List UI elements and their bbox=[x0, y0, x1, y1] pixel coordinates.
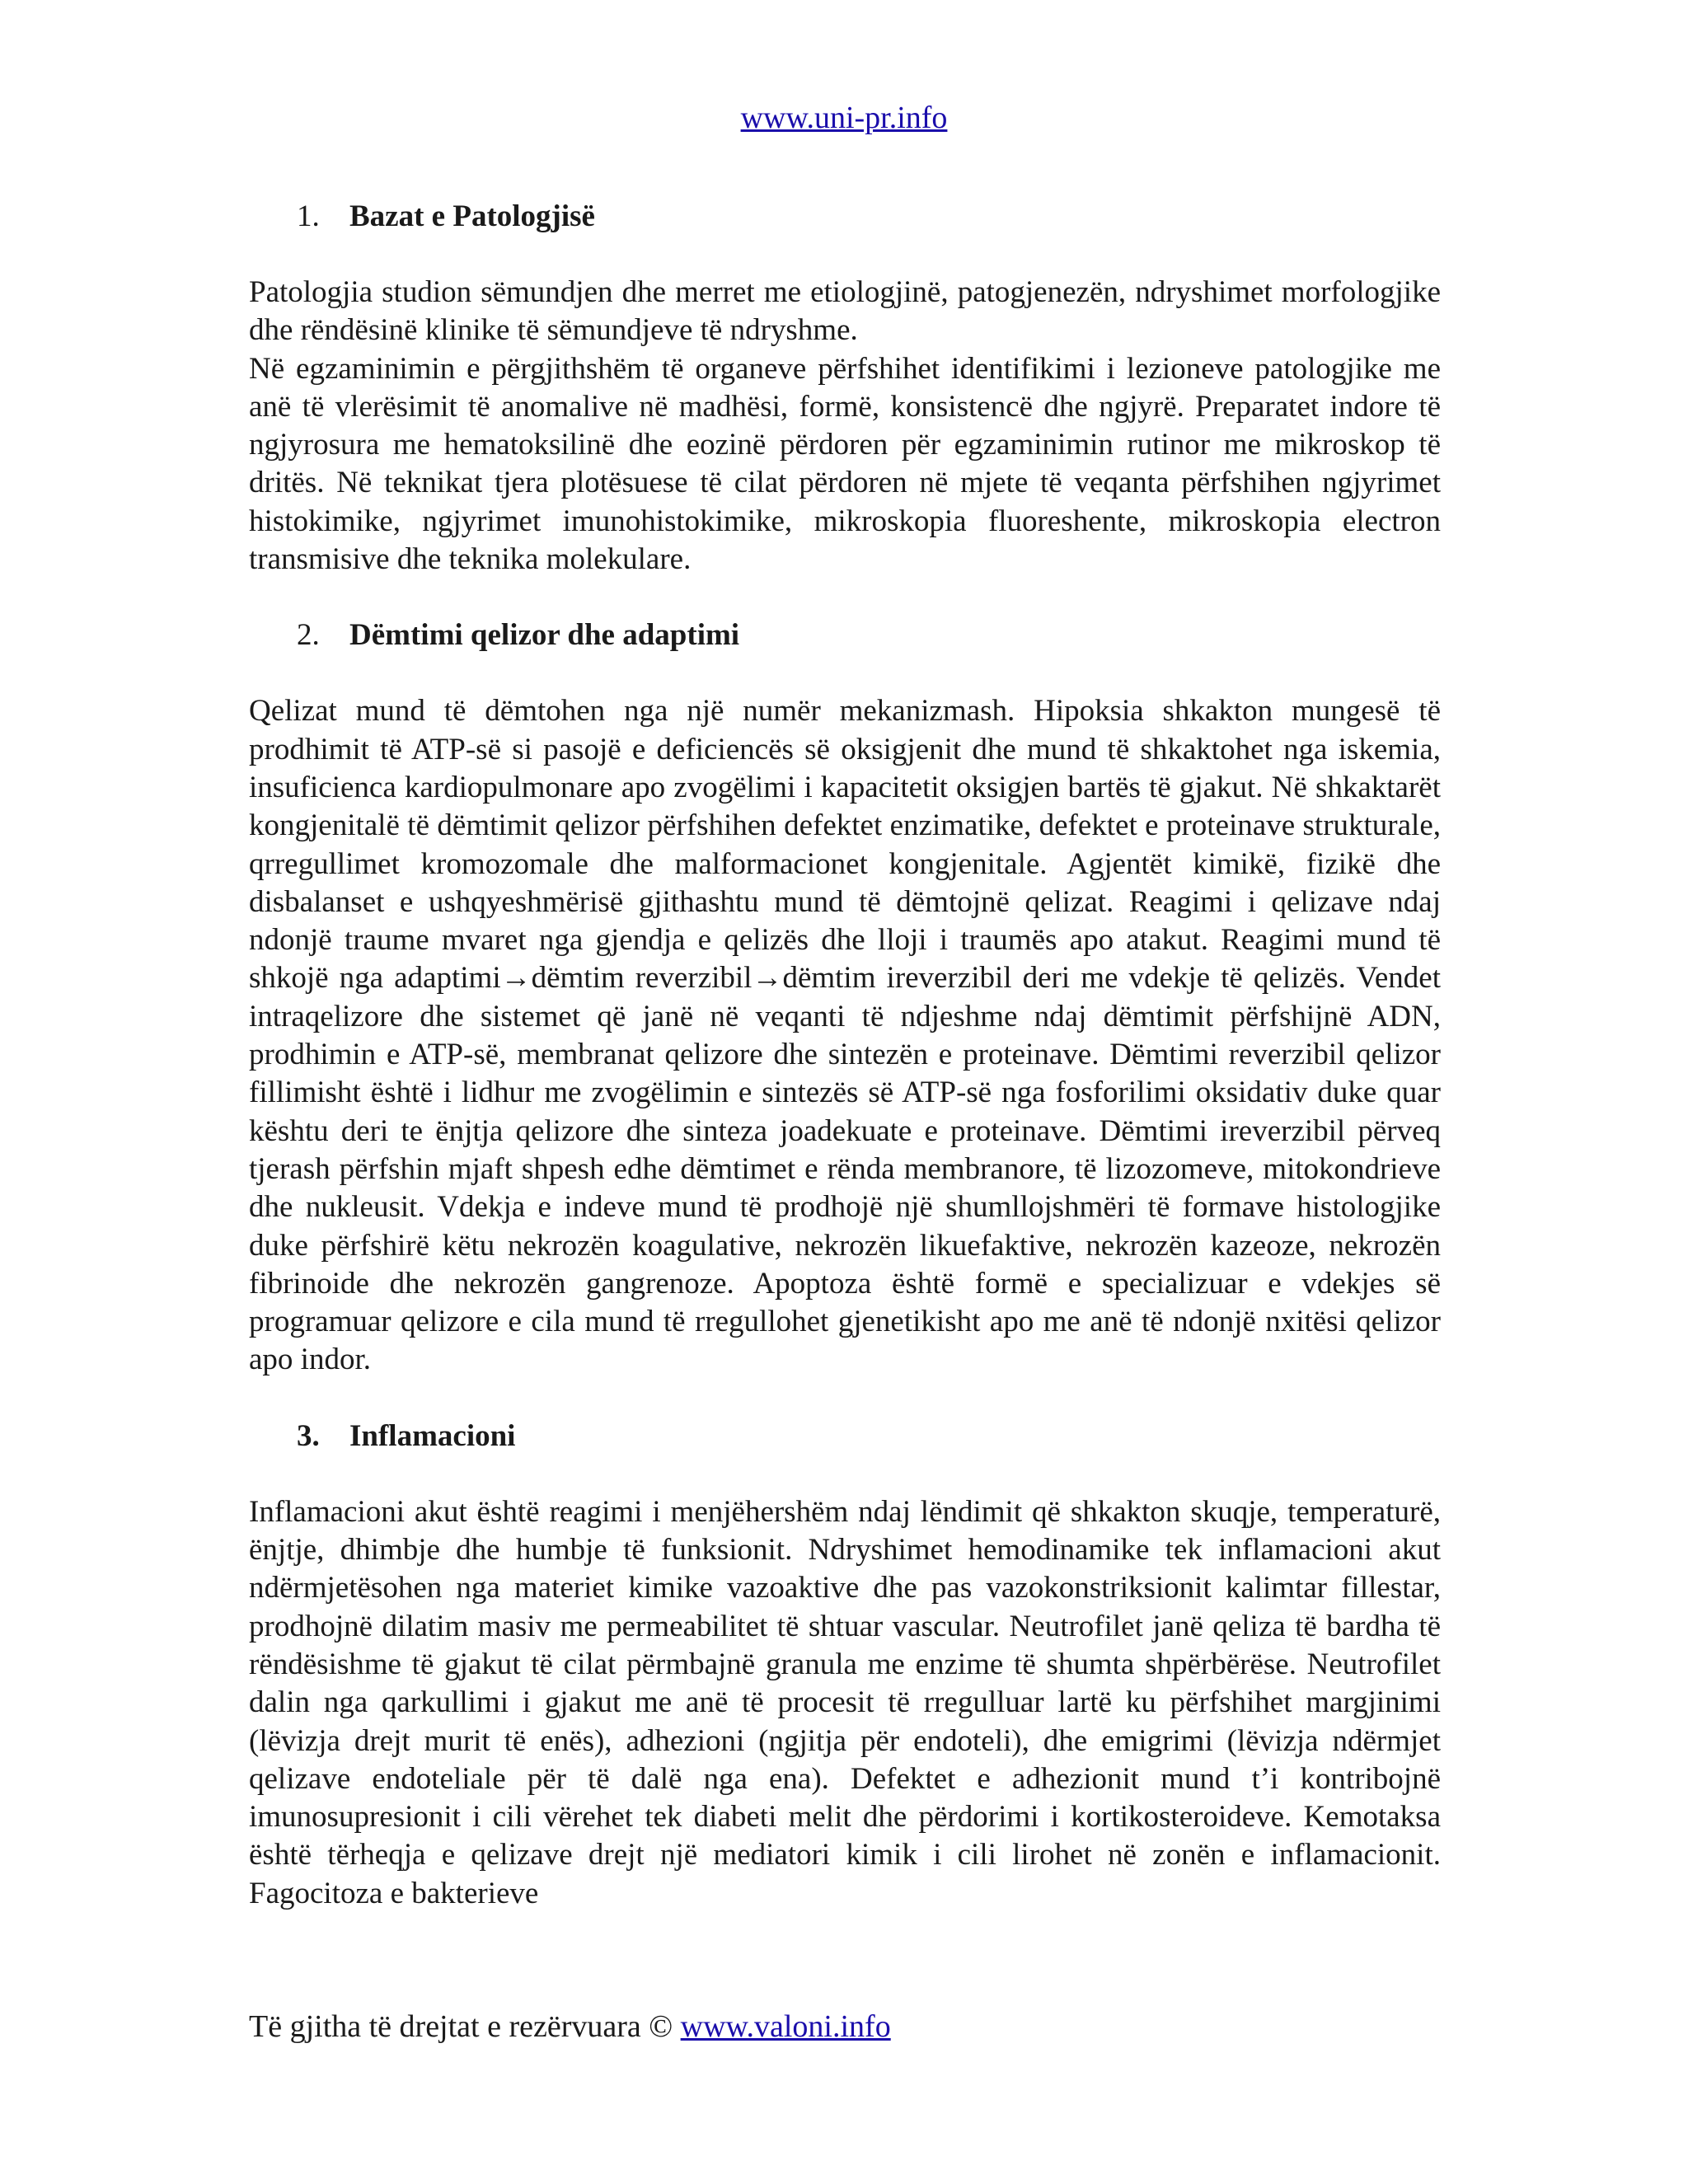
footer-copyright: Të gjitha të drejtat e rezërvuara © bbox=[249, 2009, 681, 2044]
section-number: 3. bbox=[297, 1418, 320, 1453]
paragraph: Patologjia studion sëmundjen dhe merret me etiologjinë, patogjenezën, ndryshimet morfologjike dhe rëndësinë klinike të sëmundjeve të ndryshme. bbox=[249, 275, 1441, 348]
footer-link[interactable]: www.valoni.info bbox=[680, 2009, 891, 2044]
section-title: Inflamacioni bbox=[349, 1418, 516, 1453]
section-heading bbox=[249, 198, 1441, 236]
section-number: 1. bbox=[297, 199, 320, 233]
page-header bbox=[0, 99, 1688, 137]
page-footer bbox=[249, 2008, 891, 2046]
section-title: Dëmtimi qelizor dhe adaptimi bbox=[349, 618, 740, 653]
section-title: Bazat e Patologjisë bbox=[349, 199, 595, 233]
section-heading bbox=[249, 1418, 1441, 1455]
section-heading bbox=[249, 616, 1441, 654]
section-number: 2. bbox=[297, 618, 320, 653]
paragraph: Qelizat mund të dëmtohen nga një numër mekanizmash. Hipoksia shkakton mungesë të prodhimit të ATP-së si pasojë e deficiencës së oksigjenit dhe mund të shkaktohet nga iskemia, insuficienca kardiopulmonare apo zvogëlimi i kapacitetit oksigjen bartës të gjakut. Në shkaktarët kongjenitalë të dëmtimit qelizor përfshihen defektet enzimatike, defektet e proteinave strukturale, qrregullimet kromozomale dhe malformacionet kongjenitale. Agjentët kimikë, fizikë dhe disbalanset e ushqyeshmërisë gjithashtu mund të dëmtojnë qelizat. Reagimi i qelizave ndaj ndonjë traume mvaret nga gjendja e qelizës dhe lloji i traumës apo atakut. Reagimi mund të shkojë nga adaptimi→dëmtim reverzibil→dëmtim ireverzibil deri me vdekje të qelizës. Vendet intraqelizore dhe sistemet që janë në veqanti të ndjeshme ndaj dëmtimit përfshijnë ADN, prodhimin e ATP-së, membranat qelizore dhe sintezën e proteinave. Dëmtimi reverzibil qelizor fillimisht është i lidhur me zvogëlimin e sintezës së ATP-së nga fosforilimi oksidativ duke quar kështu deri te ënjtja qelizore dhe sinteza joadekuate e proteinave. Dëmtimi ireverzibil përveq tjerash përfshin mjaft shpesh edhe dëmtimet e rënda membranore, të lizozomeve, mitokondrieve dhe nukleusit. Vdekja e indeve mund të prodhojë një shumllojshmëri të formave histologjike duke përfshirë këtu nekrozën koagulative, nekrozën likuefaktive, nekrozën kazeoze, nekrozën fibrinoide dhe nekrozën gangrenoze. Apoptoza është formë e specializuar e vdekjes së programuar qelizore e cila mund të rregullohet gjenetikisht apo me anë të ndonjë nxitësi qelizor apo indor. bbox=[249, 694, 1441, 1377]
paragraph: Në egzaminimin e përgjithshëm të organeve përfshihet identifikimi i lezioneve patologjike me anë të vlerësimit të anomalive në madhësi, formë, konsistencë dhe ngjyrë. Preparatet indore të ngjyrosura me hematoksilinë dhe eozinë përdoren për egzaminimin rutinor me mikroskop të dritës. Në teknikat tjera plotësuese të cilat përdoren në mjete të veqanta përfshihen ngjyrimet histokimike, ngjyrimet imunohistokimike, mikroskopia fluoreshente, mikroskopia electron transmisive dhe teknika molekulare. bbox=[249, 351, 1441, 577]
paragraph: Inflamacioni akut është reagimi i menjëhershëm ndaj lëndimit që shkakton skuqje, temperaturë, ënjtje, dhimbje dhe humbje të funksionit. Ndryshimet hemodinamike tek inflamacioni akut ndërmjetësohen nga materiet kimike vazoaktive dhe pas vazokonstriksionit kalimtar fillestar, prodhojnë dilatim masiv me permeabilitet të shtuar vascular. Neutrofilet janë qeliza të bardha të rëndësishme të gjakut të cilat përmbajnë granula me enzime të shumta shpërbërëse. Neutrofilet dalin nga qarkullimi i gjakut me anë të procesit të rregulluar lartë ku përfshihet margjinimi (lëvizja drejt murit të enës), adhezioni (ngjitja për endoteli), dhe emigrimi (lëvizja ndërmjet qelizave endoteliale për të dalë nga ena). Defektet e adhezionit mund t’i kontribojnë imunosupresionit i cili vërehet tek diabeti melit dhe përdorimi i kortikosteroideve. Kemotaksa është tërheqja e qelizave drejt një mediatori kimik i cili lirohet në zonën e inflamacionit. Fagocitoza e bakterieve bbox=[249, 1494, 1441, 1910]
document-body bbox=[249, 198, 1441, 1913]
header-link[interactable]: www.uni-pr.info bbox=[740, 101, 948, 135]
